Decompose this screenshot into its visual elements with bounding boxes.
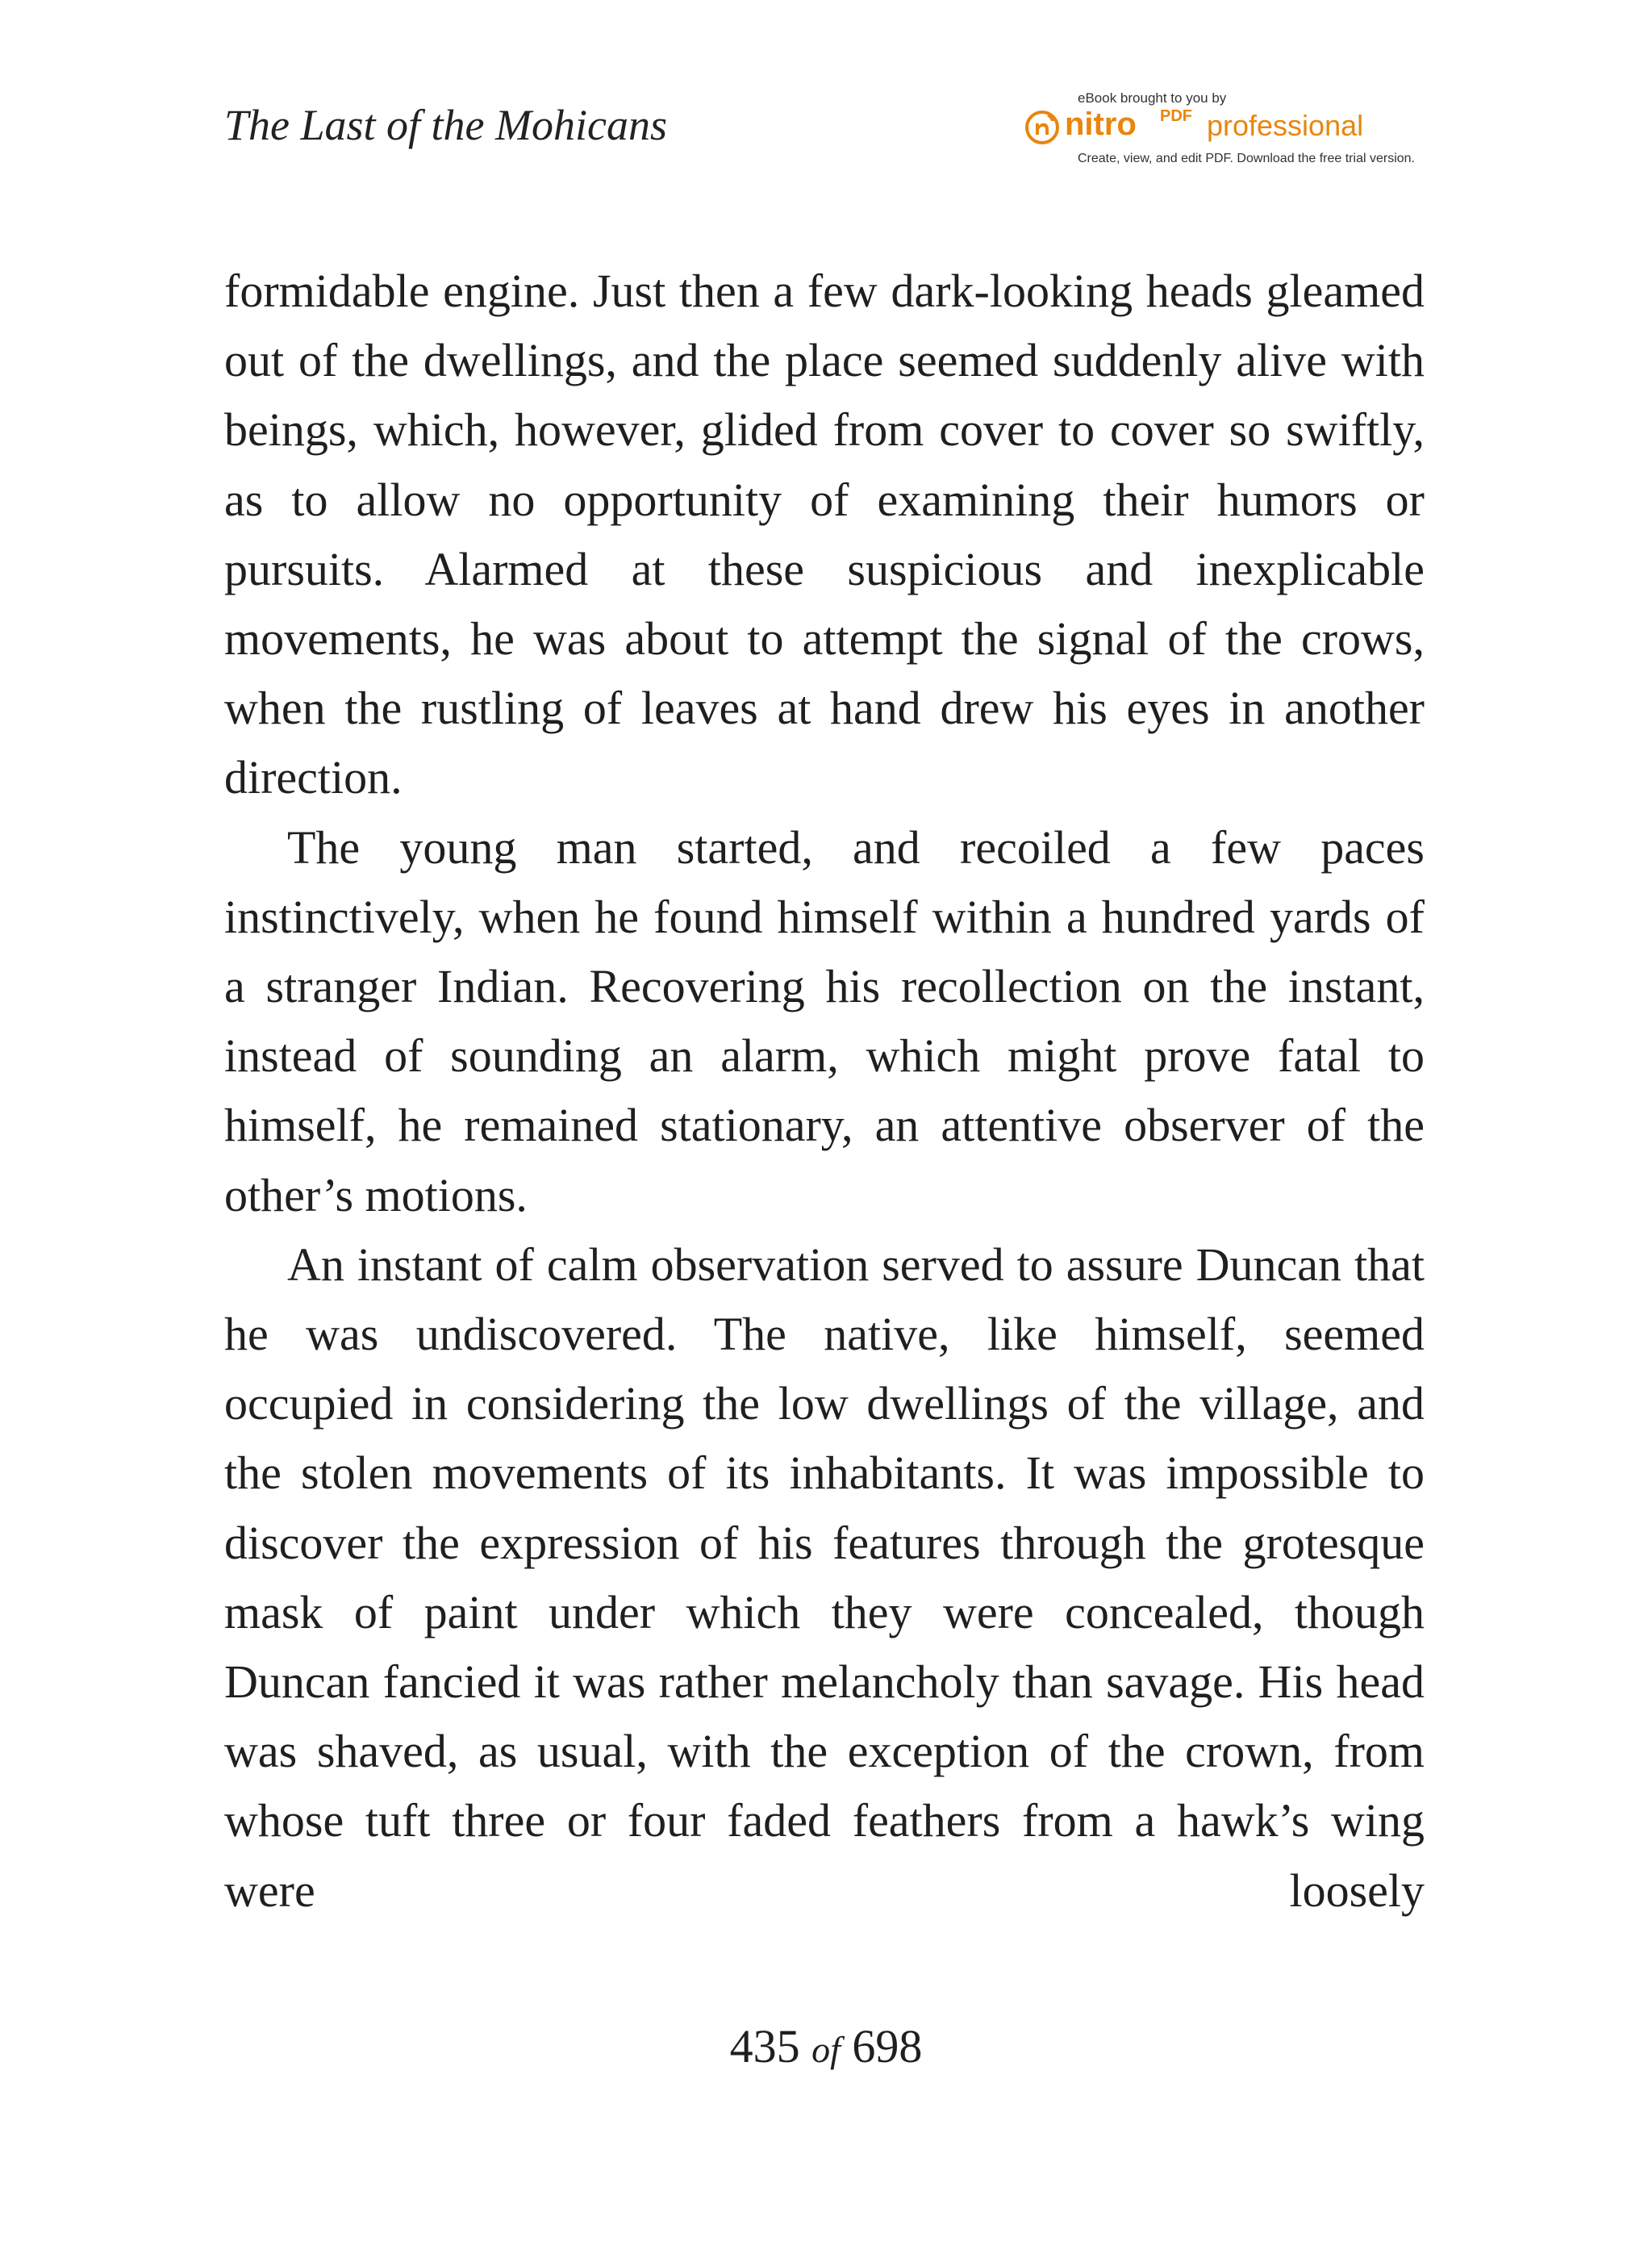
nitro-logo-icon [1024,110,1060,145]
current-page: 435 [729,2020,800,2072]
paragraph-2: The young man started, and recoiled a few paces instinctively, when he found himself within a hundred yards of a stranger Indian. Recovering his recollection on the instant, instead of sounding an alarm, which might prove fatal to himself, he remained stationary, an attentive observer of the other’s motions. [224,820,1425,1221]
banner-brand: nitro [1065,106,1137,142]
body-text [224,257,1425,1926]
banner-product: professional [1207,109,1364,142]
banner-top-text: eBook brought to you by [1078,90,1227,106]
nitro-banner[interactable] [1024,90,1415,171]
total-pages: 698 [852,2020,923,2072]
banner-brand-sup: PDF [1160,107,1192,125]
running-title: The Last of the Mohicans [224,101,667,149]
paragraph-3: An instant of calm observation served to assure Duncan that he was undiscovered. The native, like himself, seemed occupied in considering the low dwellings of the village, and the stolen movements of its inhabitants. It was impossible to discover the expression of his features through the grotesque mask of paint under which they were concealed, though Duncan fancied it was rather melancholy than savage. His head was shaved, as usual, with the exception of the crown, from whose tuft three or four faded feathers from a hawk’s wing were loosely [224,1238,1425,1917]
page-number [0,2020,1652,2072]
page-of-word: of [811,2029,841,2070]
banner-bottom-text: Create, view, and edit PDF. Download the free trial version. [1078,152,1415,165]
paragraph-1: formidable engine. Just then a few dark-looking heads gleamed out of the dwellings, and the place seemed suddenly alive with beings, which, however, glided from cover to cover so swiftly, as to allow no opportunity of examining their humors or pursuits. Alarmed at these suspicious and inexplicable movements, he was about to attempt the signal of the crows, when the rustling of leaves at hand drew his eyes in another direction. [224,265,1425,804]
